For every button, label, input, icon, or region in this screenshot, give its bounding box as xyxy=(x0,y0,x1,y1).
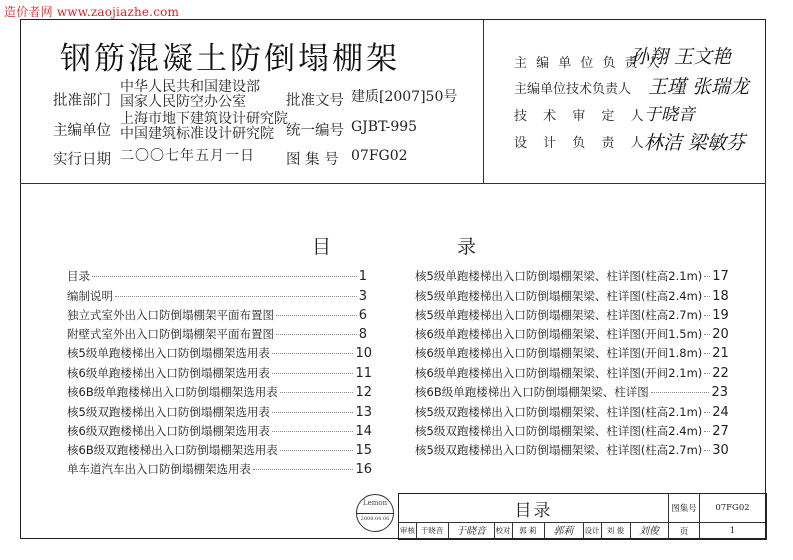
reviewer-name: 于晓音 xyxy=(420,526,444,535)
toc-leader-dots xyxy=(276,315,357,316)
unified-no-value: GJBT-995 xyxy=(351,119,418,135)
toc-entry-page: 14 xyxy=(355,424,372,439)
design-label: 设计 xyxy=(584,526,600,535)
toc-entry-title: 核5级单跑楼梯出入口防倒塌棚架梁、柱详图(柱高2.4m) xyxy=(415,289,703,303)
resp-signature-tech-review: 于晓音 xyxy=(644,105,695,125)
toc-entry-page: 24 xyxy=(712,405,729,420)
drawing-title: 目录 xyxy=(514,500,553,521)
stamp-date: 2008.04.06 xyxy=(360,516,390,522)
toc-entry-page: 16 xyxy=(355,462,372,477)
title-block xyxy=(398,493,767,540)
toc-leader-dots xyxy=(651,392,710,393)
toc-entry-title: 核6级单跑楼梯出入口防倒塌棚架梁、柱详图(开间2.1m) xyxy=(415,366,703,380)
toc-leader-dots xyxy=(272,412,354,413)
toc-entry-title: 单车道汽车出入口防倒塌棚架选用表 xyxy=(67,462,251,476)
toc-leader-dots xyxy=(704,334,710,335)
checker-name: 郭 莉 xyxy=(519,526,537,535)
document-title: 钢筋混凝土防倒塌棚架 xyxy=(60,41,400,77)
toc-entry[interactable] xyxy=(67,461,372,477)
toc-entry-title: 核5级单跑楼梯出入口防倒塌棚架选用表 xyxy=(67,346,270,360)
toc-leader-dots xyxy=(704,373,710,374)
toc-heading-right: 录 xyxy=(457,236,477,258)
toc-entry-page: 1 xyxy=(358,269,367,284)
unified-no-label: 统一编号 xyxy=(286,123,344,139)
toc-entry[interactable] xyxy=(415,442,728,458)
toc-entry-title: 核6级单跑楼梯出入口防倒塌棚架梁、柱详图(开间1.8m) xyxy=(415,346,703,360)
toc-leader-dots xyxy=(276,334,357,335)
editor-unit-line-1: 上海市地下建筑设计研究院 xyxy=(120,111,288,127)
toc-leader-dots xyxy=(92,276,357,277)
toc-leader-dots xyxy=(704,412,710,413)
toc-entry[interactable] xyxy=(415,288,728,304)
approval-no-label: 批准文号 xyxy=(286,93,344,109)
toc-entry-page: 27 xyxy=(712,424,729,439)
page-label: 页 xyxy=(679,526,689,537)
toc-leader-dots xyxy=(704,276,710,277)
header-divider xyxy=(20,183,766,184)
toc-entry-title: 独立式室外出入口防倒塌棚架平面布置图 xyxy=(67,308,274,322)
toc-entry-title: 核5级双跑楼梯出入口防倒塌棚架梁、柱详图(柱高2.1m) xyxy=(415,405,703,419)
page-number: 1 xyxy=(729,525,736,536)
check-label: 校对 xyxy=(495,526,511,535)
toc-entry-page: 12 xyxy=(355,385,372,400)
toc-leader-dots xyxy=(280,392,354,393)
toc-leader-dots xyxy=(704,296,710,297)
editor-unit-label: 主编单位 xyxy=(53,123,111,139)
approval-no-value: 建质[2007]50号 xyxy=(351,89,458,105)
toc-entry-page: 20 xyxy=(712,327,729,342)
toc-entry-title: 编制说明 xyxy=(67,289,113,303)
resp-role-tech-review: 技 术 审 定 人 xyxy=(514,109,650,124)
toc-entry-page: 8 xyxy=(358,327,367,342)
approval-dept-line-1: 中华人民共和国建设部 xyxy=(120,79,260,95)
toc-entry[interactable] xyxy=(415,423,728,439)
toc-leader-dots xyxy=(272,353,354,354)
effective-date-label: 实行日期 xyxy=(53,152,111,168)
toc-entry[interactable] xyxy=(415,404,728,420)
toc-entry[interactable] xyxy=(67,442,372,458)
toc-leader-dots xyxy=(253,469,353,470)
reviewer-signature: 于晓音 xyxy=(456,526,486,537)
toc-entry-page: 30 xyxy=(712,443,729,458)
toc-entry-title: 核5级单跑楼梯出入口防倒塌棚架梁、柱详图(柱高2.1m) xyxy=(415,269,703,283)
header-vertical-divider xyxy=(483,19,484,183)
toc-entry[interactable] xyxy=(67,423,372,439)
toc-entry[interactable] xyxy=(67,288,367,304)
resp-role-tech-lead: 主编单位技术负责人 xyxy=(514,82,632,97)
approval-dept-line-2: 国家人民防空办公室 xyxy=(120,94,246,110)
checker-signature: 郭莉 xyxy=(553,526,574,537)
toc-leader-dots xyxy=(115,296,357,297)
toc-entry-page: 18 xyxy=(712,289,729,304)
atlas-no-label: 图集号 xyxy=(671,504,697,514)
toc-leader-dots xyxy=(280,450,354,451)
toc-entry-page: 22 xyxy=(712,366,729,381)
editor-unit-line-2: 中国建筑标准设计研究院 xyxy=(120,126,274,142)
toc-heading-left: 目 xyxy=(312,236,332,258)
toc-entry-title: 核6B级单跑楼梯出入口防倒塌棚架选用表 xyxy=(67,385,278,399)
toc-entry-title: 核5级单跑楼梯出入口防倒塌棚架梁、柱详图(柱高2.7m) xyxy=(415,308,703,322)
toc-leader-dots xyxy=(272,431,354,432)
toc-entry-page: 3 xyxy=(358,289,367,304)
toc-entry-page: 23 xyxy=(711,385,728,400)
toc-entry-title: 核6B级双跑楼梯出入口防倒塌棚架选用表 xyxy=(67,443,278,457)
toc-entry-page: 21 xyxy=(712,346,729,361)
toc-entry-title: 核5级双跑楼梯出入口防倒塌棚架选用表 xyxy=(67,405,270,419)
toc-entry[interactable] xyxy=(67,345,372,361)
toc-entry-title: 核6级双跑楼梯出入口防倒塌棚架选用表 xyxy=(67,424,270,438)
resp-signature-chief-unit: 孙翔 王文艳 xyxy=(630,46,732,68)
toc-entry-title: 附壁式室外出入口防倒塌棚架平面布置图 xyxy=(67,327,274,341)
approval-stamp xyxy=(356,494,394,532)
toc-entry-page: 17 xyxy=(712,269,729,284)
effective-date-value: 二〇〇七年五月一日 xyxy=(120,148,255,164)
toc-entry-title: 核6级单跑楼梯出入口防倒塌棚架选用表 xyxy=(67,366,270,380)
toc-leader-dots xyxy=(272,373,354,374)
atlas-no-value: 07FG02 xyxy=(715,503,750,513)
resp-role-design-lead: 设 计 负 责 人 xyxy=(514,136,650,151)
watermark-text: 造价者网 www.zaojiazhe.com xyxy=(4,5,180,19)
toc-entry-page: 11 xyxy=(355,366,372,381)
toc-entry-page: 10 xyxy=(355,346,372,361)
toc-leader-dots xyxy=(704,450,710,451)
toc-entry-page: 13 xyxy=(355,405,372,420)
resp-role-chief-unit: 主 编 单 位 负 责 人 xyxy=(514,56,663,71)
toc-leader-dots xyxy=(704,431,710,432)
toc-entry[interactable] xyxy=(415,384,728,400)
toc-leader-dots xyxy=(704,353,710,354)
toc-entry-title: 核6级单跑楼梯出入口防倒塌棚架梁、柱详图(开间1.5m) xyxy=(415,327,703,341)
review-label: 审核 xyxy=(400,526,415,535)
designer-name: 刘 俊 xyxy=(606,526,625,535)
toc-entry[interactable] xyxy=(67,365,372,381)
stamp-divider xyxy=(357,513,393,514)
resp-signature-design-lead: 林洁 梁敏芬 xyxy=(644,132,746,154)
toc-entry-title: 核5级双跑楼梯出入口防倒塌棚架梁、柱详图(柱高2.7m) xyxy=(415,443,703,457)
toc-entry-title: 目录 xyxy=(67,269,90,283)
designer-signature: 刘俊 xyxy=(639,526,659,537)
atlas-no-label: 图 集 号 xyxy=(286,152,339,168)
toc-entry[interactable] xyxy=(67,326,367,342)
toc-entry[interactable] xyxy=(415,307,728,323)
atlas-no-value: 07FG02 xyxy=(351,148,408,164)
toc-entry[interactable] xyxy=(67,404,372,420)
toc-entry-title: 核6B级单跑楼梯出入口防倒塌棚架梁、柱详图 xyxy=(415,385,649,399)
toc-entry-title: 核5级双跑楼梯出入口防倒塌棚架梁、柱详图(柱高2.4m) xyxy=(415,424,703,438)
toc-entry[interactable] xyxy=(415,326,728,342)
toc-entry-page: 15 xyxy=(355,443,372,458)
toc-entry[interactable] xyxy=(67,268,367,284)
toc-entry[interactable] xyxy=(67,384,372,400)
toc-entry[interactable] xyxy=(415,365,728,381)
toc-entry-page: 19 xyxy=(712,308,729,323)
approval-dept-label: 批准部门 xyxy=(53,93,111,109)
toc-entry[interactable] xyxy=(415,268,728,284)
toc-entry[interactable] xyxy=(415,345,728,361)
toc-leader-dots xyxy=(704,315,710,316)
toc-entry[interactable] xyxy=(67,307,367,323)
toc-entry-page: 6 xyxy=(358,308,367,323)
stamp-name: Lemon xyxy=(362,499,388,507)
resp-signature-tech-lead: 王瑾 张瑞龙 xyxy=(648,76,750,98)
